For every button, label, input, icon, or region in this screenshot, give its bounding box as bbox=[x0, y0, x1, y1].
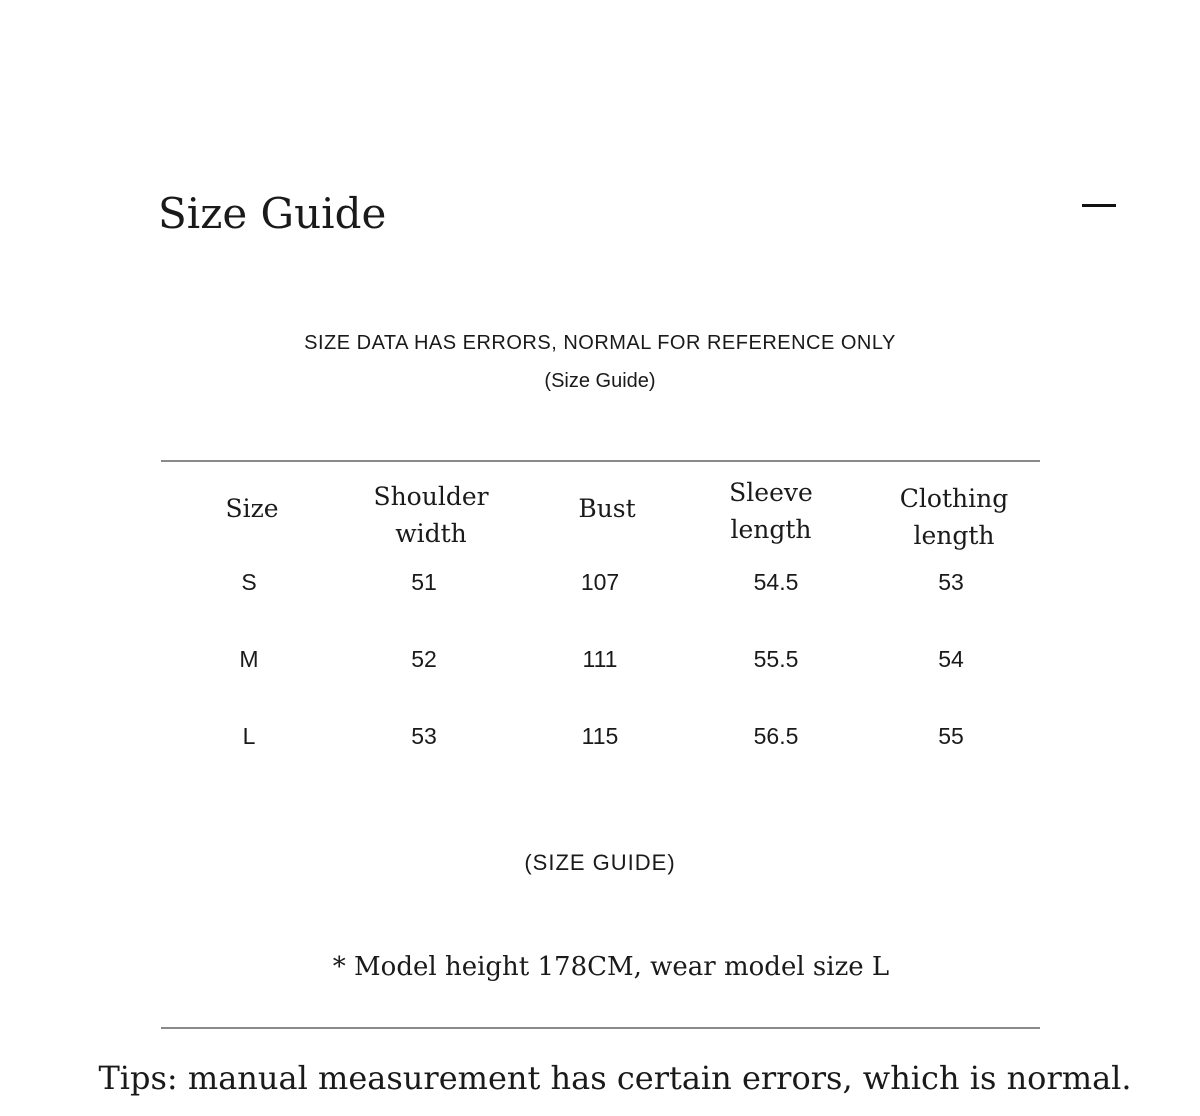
table-cell: S bbox=[241, 569, 257, 595]
column-header-sleeve-length: Sleeve length bbox=[729, 478, 813, 544]
table-cell: 111 bbox=[582, 646, 618, 672]
table-cell: 107 bbox=[580, 569, 620, 595]
column-header-clothing-length: Clothing length bbox=[899, 484, 1009, 550]
page-title: Size Guide bbox=[158, 189, 387, 238]
table-cell: 115 bbox=[581, 723, 619, 749]
reference-notice: SIZE DATA HAS ERRORS, NORMAL FOR REFERENCE ONLY bbox=[304, 332, 896, 354]
table-cell: 54.5 bbox=[753, 569, 799, 595]
column-header-size: Size bbox=[225, 494, 279, 523]
reference-notice-subtitle: (Size Guide) bbox=[544, 370, 656, 392]
table-cell: 51 bbox=[411, 569, 437, 595]
size-guide-caption: (SIZE GUIDE) bbox=[524, 850, 676, 875]
table-cell: 52 bbox=[411, 646, 437, 672]
table-cell: 56.5 bbox=[753, 723, 799, 749]
table-cell: 54 bbox=[938, 646, 964, 672]
table-cell: 55 bbox=[938, 723, 964, 749]
column-header-bust: Bust bbox=[578, 494, 636, 523]
table-cell: L bbox=[242, 723, 256, 749]
model-size-note: * Model height 178CM, wear model size L bbox=[332, 952, 890, 982]
measurement-tips: Tips: manual measurement has certain errors, which is normal. bbox=[98, 1059, 1132, 1097]
table-cell: M bbox=[239, 646, 259, 672]
table-bottom-divider bbox=[161, 1027, 1040, 1029]
table-cell: 55.5 bbox=[753, 646, 799, 672]
table-cell: 53 bbox=[411, 723, 437, 749]
column-header-shoulder-width: Shoulder width bbox=[373, 482, 489, 548]
table-cell: 53 bbox=[938, 569, 964, 595]
